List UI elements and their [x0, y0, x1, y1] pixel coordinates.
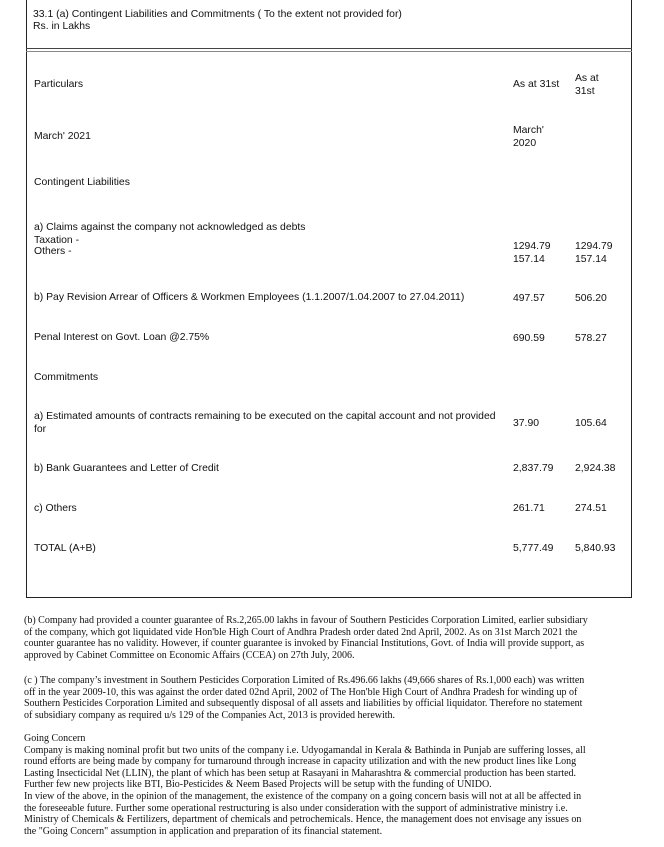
- note-b-line: (b) Company had provided a counter guarantee of Rs.2,265.00 lakhs in favour of Southern Pesticides Corporation Limited, earlier subsidiary: [24, 615, 588, 626]
- going-concern-line: Lasting Insecticidal Net (LLIN), the plant of which has been setup at Rasayani in Maharashtra & commercial production has been started.: [24, 767, 577, 779]
- section-contingent: Contingent Liabilities: [34, 177, 130, 188]
- row-others-2020: 274.51: [575, 503, 607, 514]
- row-estimated-2020: 105.64: [575, 418, 607, 429]
- going-concern-line: Ministry of Chemicals & Fertilizers, department of chemicals and petrochemicals. Hence, the management does not envisage any issues on: [24, 814, 582, 826]
- row-penal-2020: 578.27: [575, 333, 607, 344]
- row-claims-others: Others -: [34, 246, 72, 257]
- note-b-line: approved by Cabinet Committee on Economic Affairs (CCEA) on 27th July, 2006.: [24, 649, 355, 661]
- row-total-label: TOTAL (A+B): [34, 543, 96, 554]
- section-commitments: Commitments: [34, 372, 99, 383]
- note-c-line: off in the year 2009-10, this was against the order dated 02nd April, 2002 of The Hon'ble High Court of Andhra Pradesh for winding up of: [24, 686, 578, 698]
- table-title: 33.1 (a) Contingent Liabilities and Commitments ( To the extent not provided for): [33, 9, 402, 20]
- going-concern-line: the "Going Concern" assumption in application and preparation of its financial statement.: [24, 825, 383, 837]
- row-bank-2020: 2,924.38: [575, 463, 616, 474]
- row-others-2021: 261.71: [513, 503, 545, 514]
- note-c: [24, 675, 636, 721]
- row-estimated-2021: 37.90: [513, 418, 540, 429]
- row-claims-taxation: Taxation -: [34, 235, 80, 246]
- row-claims-label: a) Claims against the company not acknowledged as debts: [34, 222, 306, 233]
- col-2020-line2: 31st: [575, 86, 595, 97]
- row-pay-2021: 497.57: [513, 293, 545, 304]
- note-c-line: of subsidiary company as required u/s 129 of the Companies Act, 2013 is provided herewith.: [24, 709, 396, 721]
- row-others-label: c) Others: [34, 503, 77, 514]
- row-claims-v2-2021: 157.14: [513, 254, 545, 265]
- header-divider: [26, 48, 632, 49]
- col-2020-line1: As at: [575, 73, 599, 84]
- going-concern: [24, 733, 636, 837]
- going-concern-title: Going Concern: [24, 733, 86, 744]
- note-c-line: Southern Pesticides Corporation Limited and subsequently disposal of all assets and liabilities by official liquidator. Therefore no statement: [24, 698, 583, 710]
- row-estimated-label-cont: for: [34, 424, 47, 435]
- col-particulars-cont: March' 2021: [34, 131, 91, 142]
- row-estimated-label: a) Estimated amounts of contracts remaining to be executed on the capital account and not provided: [34, 411, 496, 422]
- note-b-line: counter guarantee has no validity. However, if counter guarantee is invoked by Financial Institutions, Govt. of India will provide support, as: [24, 638, 585, 650]
- row-total-2021: 5,777.49: [513, 543, 554, 554]
- col-2021-line2: March': [513, 125, 544, 136]
- note-b-line: of the company, which got liquidated vide Hon'ble High Court of Andhra Pradesh order dated 2nd April, 2002. As on 31st March 2021 the: [24, 626, 578, 638]
- note-c-line: (c ) The company’s investment in Southern Pesticides Corporation Limited of Rs.496.66 lakhs (49,666 shares of Rs.1,000 each) was written: [24, 675, 585, 686]
- row-pay-label: b) Pay Revision Arrear of Officers & Workmen Employees (1.1.2007/1.04.2007 to 27.04.2011): [34, 292, 465, 303]
- going-concern-line: round efforts are being made by company for turnaround through increase in capacity utilization and with the new product lines like Long: [24, 756, 577, 768]
- row-claims-v1-2020: 1294.79: [575, 241, 613, 252]
- row-pay-2020: 506.20: [575, 293, 607, 304]
- col-particulars: Particulars: [34, 79, 84, 90]
- unit-label: Rs. in Lakhs: [33, 21, 91, 32]
- row-penal-2021: 690.59: [513, 333, 545, 344]
- going-concern-line: Further few new projects like BTI, Bio-Pesticides & Neem Based Projects will be setup with the funding of UNIDO.: [24, 779, 492, 791]
- row-penal-label: Penal Interest on Govt. Loan @2.75%: [34, 332, 210, 343]
- row-claims-v2-2020: 157.14: [575, 254, 607, 265]
- row-bank-2021: 2,837.79: [513, 463, 554, 474]
- header-divider-inner: [26, 51, 632, 52]
- col-2021-line3: 2020: [513, 138, 537, 149]
- row-bank-label: b) Bank Guarantees and Letter of Credit: [34, 463, 219, 474]
- col-2021-line1: As at 31st: [513, 79, 560, 90]
- going-concern-line: Company is making nominal profit but two units of the company i.e. Udyogamandal in Kerala & Bathinda in Punjab are suffering losses, all: [24, 744, 586, 756]
- going-concern-line: In view of the above, in the opinion of the management, the existence of the company on a going concern basis will not at all be affected in: [24, 790, 582, 802]
- going-concern-line: the foreseeable future. Further some operational restructuring is also under consideration with the support of administrative ministry i.e.: [24, 802, 568, 814]
- note-b: [24, 615, 636, 661]
- row-claims-v1-2021: 1294.79: [513, 241, 551, 252]
- row-total-2020: 5,840.93: [575, 543, 616, 554]
